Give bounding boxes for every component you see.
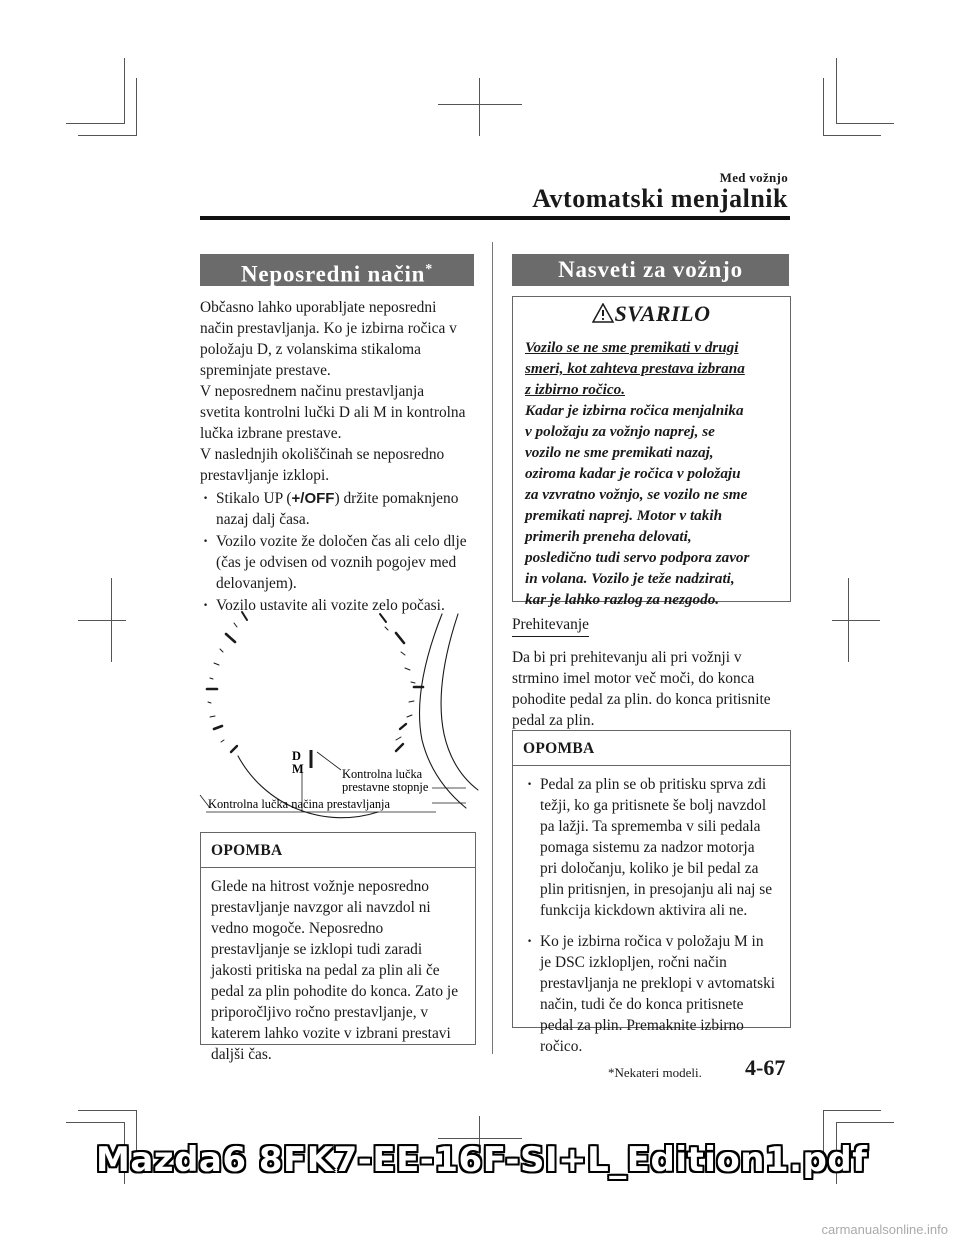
up-off-key-label: +/OFF xyxy=(291,490,335,507)
text-line: katerem lahko vozite v izbrani prestavi xyxy=(211,1025,451,1042)
warning-body xyxy=(525,337,783,610)
warning-header xyxy=(513,301,790,327)
text-line: premikati naprej. Motor v takih xyxy=(525,507,723,524)
text-line: posledično tudi servo podpora zavor xyxy=(525,549,750,566)
subheading: Prehitevanje xyxy=(512,614,792,637)
indicator-m: M xyxy=(292,762,304,776)
list-item: · Pedal za plin se ob pritisku sprva zdi težji, ko ga pritisnete še bolj navzdol pa lažji. Ta sprememba v sili pedala pomaga sistemu za nadzor motorja pri določanju, koliko je bil pedal za plin pritisnjen, in presojanju ali naj se funkcija kickdown aktivira ali ne. xyxy=(527,774,780,921)
section-banner-driving-tips: Nasveti za vožnjo xyxy=(512,254,789,286)
note-box-left xyxy=(200,832,476,1063)
text-line: strmino imel motor več moči, do konca xyxy=(512,670,755,687)
indicator-d: D xyxy=(292,749,301,763)
text-line: jakosti pritiska na pedal za plin ali če xyxy=(211,962,440,979)
text-line: spreminjate prestave. xyxy=(200,362,331,379)
document-filename: Mazda6 8FK7-EE-16F-SI+L_Edition1.pdf xyxy=(96,1140,868,1180)
text-line: Glede na hitrost vožnje neposredno xyxy=(211,878,429,895)
warning-triangle-icon xyxy=(592,303,614,323)
header-title: Avtomatski menjalnik xyxy=(532,184,788,213)
warning-box xyxy=(512,296,791,608)
list-item: · Vozilo ustavite ali vozite zelo počasi. xyxy=(203,595,483,616)
header-section: Med vožnjo xyxy=(719,170,788,185)
warning-title: SVARILO xyxy=(614,301,711,326)
list-item: · Ko je izbirna ročica v položaju M in je DSC izklopljen, ročni način prestavljanja ne preklopi v avtomatski način, tudi če do konca pritisnete pedal za plin. Premaknite izbirno ročico. xyxy=(527,931,780,1057)
text-line: prestavljanje navzgor ali navzdol ni xyxy=(211,899,431,916)
text-line: prestavljanje se izklopi tudi zaradi xyxy=(211,941,423,958)
text-line: Da bi pri prehitevanju ali pri vožnji v xyxy=(512,649,742,666)
text-line: oziroma kadar je ročica v položaju xyxy=(525,465,741,482)
text-line: položaju D, z volanskima stikaloma xyxy=(200,341,421,358)
text-line: vedno mogoče. Neposredno xyxy=(211,920,384,937)
text-line: pedal za plin. xyxy=(512,712,595,729)
text-line: za vzvratno vožnjo, se vozilo ne sme xyxy=(525,486,748,503)
note-body xyxy=(201,868,475,1075)
text-line: vozilo ne sme premikati nazaj, xyxy=(525,444,714,461)
note-title: OPOMBA xyxy=(513,731,790,766)
text-line: in volana. Vozilo je teže nadzirati, xyxy=(525,570,735,587)
text-line: Občasno lahko uporabljate neposredni xyxy=(200,299,437,316)
section-banner-direct-mode xyxy=(200,254,474,286)
text-line: z izbirno ročico. xyxy=(525,381,625,398)
bullet-list xyxy=(203,488,483,616)
text-line: svetita kontrolni lučki D ali M in kontrolna xyxy=(200,404,466,421)
banner-title: Neposredni način xyxy=(240,261,426,287)
text-line: pedal za plin pohodite do konca. Zato je xyxy=(211,983,459,1000)
gauge-diagram xyxy=(196,600,480,825)
note-body xyxy=(513,766,790,1067)
header-rule xyxy=(200,216,790,220)
note-box-right xyxy=(512,730,791,1055)
text-line: V neposrednem načinu prestavljanja xyxy=(200,383,425,400)
label-gear-indicator-2: prestavne stopnje xyxy=(342,780,429,794)
label-mode-indicator: Kontrolna lučka načina prestavljanja xyxy=(208,797,390,811)
page-number: 4-67 xyxy=(745,1055,786,1080)
banner-mark: * xyxy=(425,262,434,277)
footnote: *Nekateri modeli. xyxy=(608,1065,702,1080)
text-line: primerih preneha delovati, xyxy=(525,528,692,545)
watermark: carmanualsonline.info xyxy=(821,1222,948,1237)
label-gear-indicator: Kontrolna lučka xyxy=(342,767,423,781)
text-line: V naslednjih okoliščinah se neposredno xyxy=(200,446,445,463)
text-line: prestavljanje izklopi. xyxy=(200,467,330,484)
text-line: daljši čas. xyxy=(211,1046,272,1063)
leader-line xyxy=(317,752,341,770)
text-line: smeri, kot zahteva prestava izbrana xyxy=(525,360,745,377)
list-item: · Vozilo vozite že določen čas ali celo dlje (čas je odvisen od voznih pogojev med delovanjem). xyxy=(203,531,483,594)
column-divider xyxy=(492,242,493,1054)
list-item: · Stikalo UP (+/OFF) držite pomaknjeno nazaj dalj časa. xyxy=(203,488,483,530)
text-line: lučka izbrane prestave. xyxy=(200,425,342,442)
text-line: način prestavljanja. Ko je izbirna ročica v xyxy=(200,320,457,337)
text-line: Vozilo se ne sme premikati v drugi xyxy=(525,339,739,356)
intro-text xyxy=(200,297,480,486)
subsection-overtaking xyxy=(512,614,792,731)
text-line: kar je lahko razlog za nezgodo. xyxy=(525,591,720,608)
text-line: Kadar je izbirna ročica menjalnika xyxy=(525,402,744,419)
text-line: v položaju za vožnjo naprej, se xyxy=(525,423,715,440)
text-line: pohodite pedal za plin. do konca pritisnite xyxy=(512,691,771,708)
note-title: OPOMBA xyxy=(201,833,475,868)
text-line: priporočljivo ročno prestavljanje, v xyxy=(211,1004,429,1021)
